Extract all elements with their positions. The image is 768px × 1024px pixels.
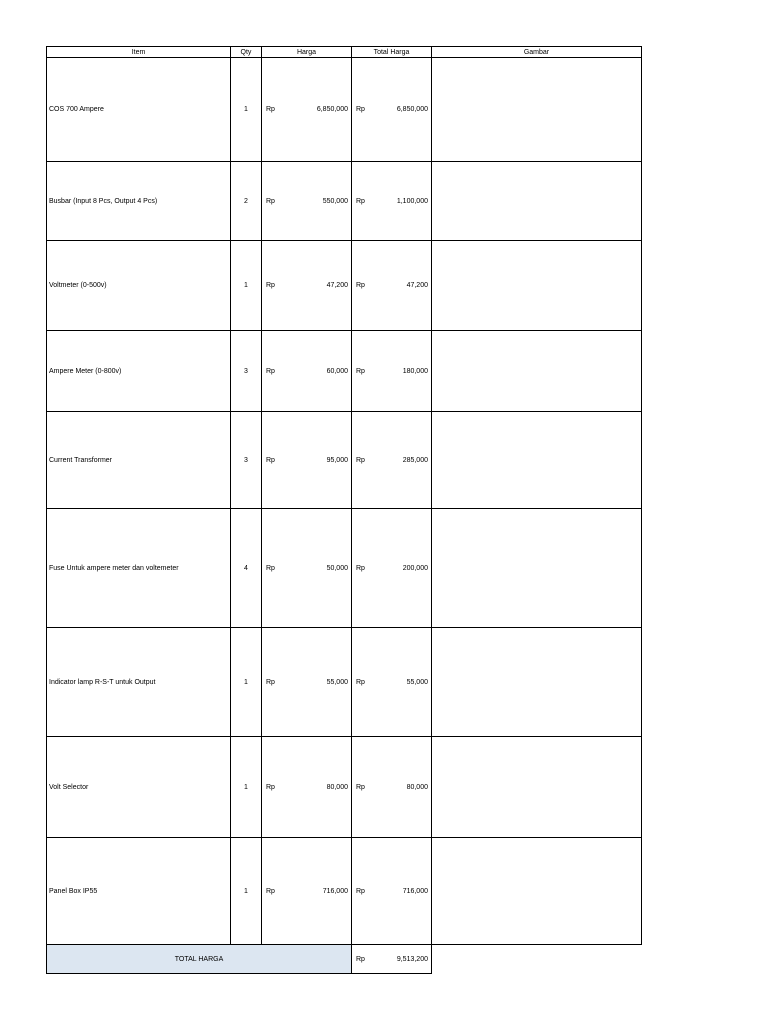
item-name: Current Transformer xyxy=(47,412,231,509)
item-total-cell xyxy=(352,162,432,241)
item-total: 1,100,000 xyxy=(396,197,428,205)
header-row xyxy=(47,47,642,58)
item-total: 200,000 xyxy=(402,564,428,572)
currency-label: Rp xyxy=(266,678,275,686)
header-total: Total Harga xyxy=(352,47,432,58)
item-image-cell xyxy=(432,241,642,331)
item-total-cell xyxy=(352,737,432,838)
item-harga-cell xyxy=(262,628,352,737)
item-image-cell xyxy=(432,331,642,412)
table-row xyxy=(47,628,642,737)
item-total-cell xyxy=(352,331,432,412)
item-total: 47,200 xyxy=(406,282,428,289)
currency-label: Rp xyxy=(266,367,275,375)
currency-label: Rp xyxy=(356,367,365,375)
currency-label: Rp xyxy=(266,783,275,791)
table-row xyxy=(47,162,642,241)
currency-label: Rp xyxy=(266,197,275,205)
item-qty: 3 xyxy=(231,412,262,509)
table-row xyxy=(47,838,642,945)
item-harga: 6,850,000 xyxy=(316,106,348,113)
header-qty: Qty xyxy=(231,47,262,58)
item-harga: 716,000 xyxy=(322,887,348,895)
currency-label: Rp xyxy=(356,106,365,113)
item-harga: 80,000 xyxy=(326,783,348,791)
currency-label: Rp xyxy=(356,456,365,464)
item-total-cell xyxy=(352,509,432,628)
currency-label: Rp xyxy=(356,887,365,895)
total-value-cell xyxy=(352,945,432,974)
item-total: 180,000 xyxy=(402,367,428,375)
item-total: 6,850,000 xyxy=(396,106,428,113)
currency-label: Rp xyxy=(356,197,365,205)
item-image-cell xyxy=(432,509,642,628)
item-total: 55,000 xyxy=(406,678,428,686)
item-name: Ampere Meter (0-800v) xyxy=(47,331,231,412)
total-label: TOTAL HARGA xyxy=(47,945,352,974)
currency-label: Rp xyxy=(356,678,365,686)
currency-label: Rp xyxy=(266,456,275,464)
header-item: Item xyxy=(47,47,231,58)
item-harga-cell xyxy=(262,737,352,838)
currency-label: Rp xyxy=(356,564,365,572)
table-row xyxy=(47,412,642,509)
currency-label: Rp xyxy=(266,106,275,113)
price-table xyxy=(46,46,642,974)
item-total-cell xyxy=(352,838,432,945)
total-value: 9,513,200 xyxy=(396,955,428,963)
item-name: Panel Box IP55 xyxy=(47,838,231,945)
item-total: 80,000 xyxy=(406,783,428,791)
item-name: Voltmeter (0-500v) xyxy=(47,241,231,331)
item-harga-cell xyxy=(262,58,352,162)
item-qty: 4 xyxy=(231,509,262,628)
item-harga: 47,200 xyxy=(326,282,348,289)
currency-label: Rp xyxy=(266,887,275,895)
item-image-cell xyxy=(432,162,642,241)
table-row xyxy=(47,331,642,412)
item-qty: 1 xyxy=(231,58,262,162)
item-harga: 550,000 xyxy=(322,197,348,205)
currency-label: Rp xyxy=(266,282,275,289)
currency-label: Rp xyxy=(356,955,365,963)
table-row xyxy=(47,737,642,838)
total-row xyxy=(47,945,642,974)
item-harga-cell xyxy=(262,838,352,945)
item-name: COS 700 Ampere xyxy=(47,58,231,162)
item-image-cell xyxy=(432,58,642,162)
item-name: Indicator lamp R-S-T untuk Output xyxy=(47,628,231,737)
table-row xyxy=(47,58,642,162)
item-name: Volt Selector xyxy=(47,737,231,838)
item-image-cell xyxy=(432,838,642,945)
item-harga: 55,000 xyxy=(326,678,348,686)
item-total: 285,000 xyxy=(402,456,428,464)
header-gambar: Gambar xyxy=(432,47,642,58)
item-total-cell xyxy=(352,412,432,509)
item-harga-cell xyxy=(262,331,352,412)
item-total-cell xyxy=(352,58,432,162)
item-total-cell xyxy=(352,241,432,331)
item-qty: 1 xyxy=(231,838,262,945)
item-harga: 95,000 xyxy=(326,456,348,464)
item-image-cell xyxy=(432,412,642,509)
item-total-cell xyxy=(352,628,432,737)
item-harga-cell xyxy=(262,509,352,628)
item-harga-cell xyxy=(262,162,352,241)
item-qty: 3 xyxy=(231,331,262,412)
currency-label: Rp xyxy=(266,564,275,572)
table-row xyxy=(47,509,642,628)
item-qty: 1 xyxy=(231,241,262,331)
item-name: Busbar (Input 8 Pcs, Output 4 Pcs) xyxy=(47,162,231,241)
item-harga-cell xyxy=(262,241,352,331)
item-total: 716,000 xyxy=(402,887,428,895)
item-image-cell xyxy=(432,737,642,838)
table-row xyxy=(47,241,642,331)
item-image-cell xyxy=(432,628,642,737)
item-harga: 50,000 xyxy=(326,564,348,572)
currency-label: Rp xyxy=(356,783,365,791)
item-qty: 2 xyxy=(231,162,262,241)
item-name: Fuse Untuk ampere meter dan voltemeter xyxy=(47,509,231,628)
item-qty: 1 xyxy=(231,628,262,737)
header-harga: Harga xyxy=(262,47,352,58)
item-harga-cell xyxy=(262,412,352,509)
item-harga: 60,000 xyxy=(326,367,348,375)
currency-label: Rp xyxy=(356,282,365,289)
item-qty: 1 xyxy=(231,737,262,838)
